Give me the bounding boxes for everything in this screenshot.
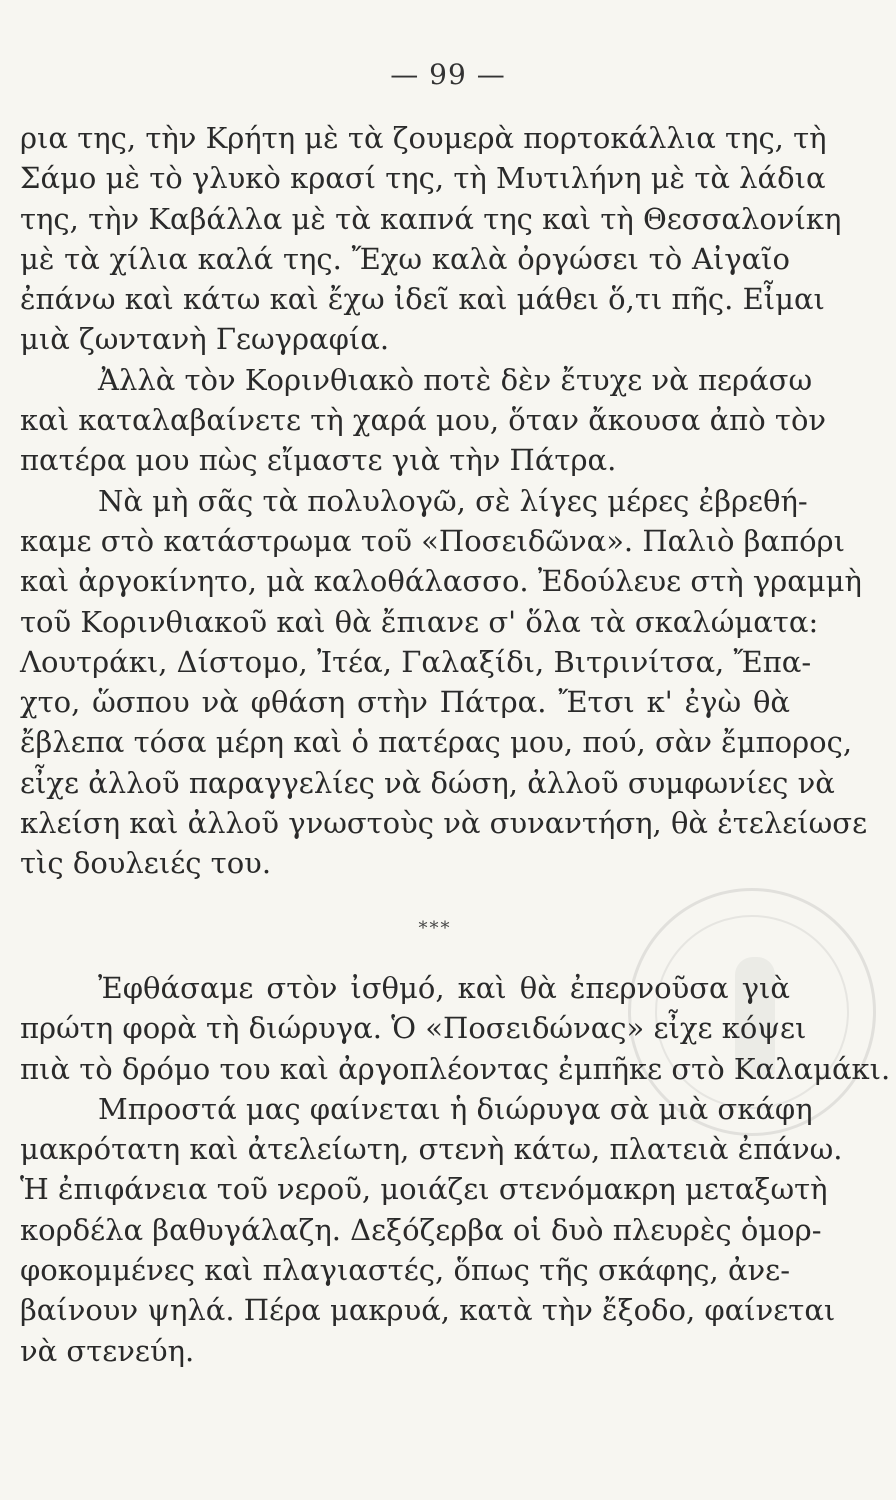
text-line: χτο, ὥσπου νὰ φθάση στὴν Πάτρα. Ἔτσι κ' ἐγὼ θὰ bbox=[20, 685, 790, 720]
text-line: πιὰ τὸ δρόμο του καὶ ἀργοπλέοντας ἐμπῆκε στὸ Καλαμάκι. bbox=[20, 1051, 891, 1086]
text-line: φοκομμένες καὶ πλαγιαστές, ὅπως τῆς σκάφης, ἀνε- bbox=[20, 1253, 790, 1288]
text-line: μακρότατη καὶ ἀτελείωτη, στενὴ κάτω, πλατειὰ ἐπάνω. bbox=[20, 1132, 843, 1167]
text-line: Ἀλλὰ τὸν Κορινθιακὸ ποτὲ δὲν ἔτυχε νὰ περάσω bbox=[98, 362, 813, 397]
text-line: ἐπάνω καὶ κάτω καὶ ἔχω ἰδεῖ καὶ μάθει ὅ,τι πῆς. Εἶμαι bbox=[20, 282, 825, 317]
paragraph bbox=[20, 360, 827, 481]
paragraph bbox=[20, 481, 868, 884]
text-line: μιὰ ζωντανὴ Γεωγραφία. bbox=[20, 322, 390, 357]
text-line: τοῦ Κορινθιακοῦ καὶ θὰ ἔπιανε σ' ὅλα τὰ σκαλώματα: bbox=[20, 604, 819, 639]
text-line: εἶχε ἀλλοῦ παραγγελίες νὰ δώση, ἀλλοῦ συμφωνίες νὰ bbox=[20, 765, 835, 800]
section-separator: *** bbox=[418, 918, 452, 939]
text-line: πρώτη φορὰ τὴ διώρυγα. Ὁ «Ποσειδώνας» εἶχε κόψει bbox=[20, 1011, 807, 1046]
text-line: κλείση καὶ ἀλλοῦ γνωστοὺς νὰ συναντήση, θὰ ἐτελείωσε bbox=[20, 806, 868, 841]
text-line: κορδέλα βαθυγάλαζη. Δεξόζερβα οἱ δυὸ πλευρὲς ὁμορ- bbox=[20, 1212, 822, 1247]
text-line: μὲ τὰ χίλια καλά της. Ἔχω καλὰ ὀργώσει τὸ Αἰγαῖο bbox=[20, 241, 790, 276]
text-line: Ἡ ἐπιφάνεια τοῦ νεροῦ, μοιάζει στενόμακρη μεταξωτὴ bbox=[20, 1172, 828, 1207]
text-line: πατέρα μου πὼς εἴμαστε γιὰ τὴν Πάτρα. bbox=[20, 443, 617, 478]
text-line: της, τὴν Καβάλλα μὲ τὰ καπνά της καὶ τὴ Θεσσαλονίκη bbox=[20, 201, 842, 236]
page-number: — 99 — bbox=[390, 58, 506, 91]
paragraph bbox=[20, 1089, 843, 1371]
text-line: Μπροστά μας φαίνεται ἡ διώρυγα σὰ μιὰ σκάφη bbox=[98, 1091, 813, 1126]
text-block-lower bbox=[20, 968, 891, 1371]
text-line: βαίνουν ψηλά. Πέρα μακρυά, κατὰ τὴν ἔξοδο, φαίνεται bbox=[20, 1293, 836, 1328]
text-line: καὶ ἀργοκίνητο, μὰ καλοθάλασσο. Ἐδούλευε στὴ γραμμὴ bbox=[20, 564, 862, 599]
text-line: Νὰ μὴ σᾶς τὰ πολυλογῶ, σὲ λίγες μέρες ἐβρεθή- bbox=[98, 483, 808, 518]
text-line: καὶ καταλαβαίνετε τὴ χαρά μου, ὅταν ἄκουσα ἀπὸ τὸν bbox=[20, 403, 827, 438]
text-line: νὰ στενεύη. bbox=[20, 1333, 195, 1368]
text-line: ρια της, τὴν Κρήτη μὲ τὰ ζουμερὰ πορτοκάλλια της, τὴ bbox=[20, 121, 827, 155]
text-line: Λουτράκι, Δίστομο, Ἰτέα, Γαλαξίδι, Βιτρινίτσα, Ἔπα- bbox=[20, 644, 812, 679]
paragraph bbox=[20, 968, 891, 1089]
text-line: τὶς δουλειές του. bbox=[20, 846, 272, 881]
text-block-upper bbox=[20, 118, 868, 884]
text-line: Ἐφθάσαμε στὸν ἰσθμό, καὶ θὰ ἐπερνοῦσα γιὰ bbox=[98, 971, 790, 1005]
text-line: Σάμο μὲ τὸ γλυκὸ κρασί της, τὴ Μυτιλήνη μὲ τὰ λάδια bbox=[20, 161, 826, 196]
text-line: ἔβλεπα τόσα μέρη καὶ ὁ πατέρας μου, πού, σὰν ἔμπορος, bbox=[20, 725, 853, 760]
paragraph bbox=[20, 118, 842, 360]
text-line: καμε στὸ κατάστρωμα τοῦ «Ποσειδῶνα». Παλιὸ βαπόρι bbox=[20, 523, 845, 558]
